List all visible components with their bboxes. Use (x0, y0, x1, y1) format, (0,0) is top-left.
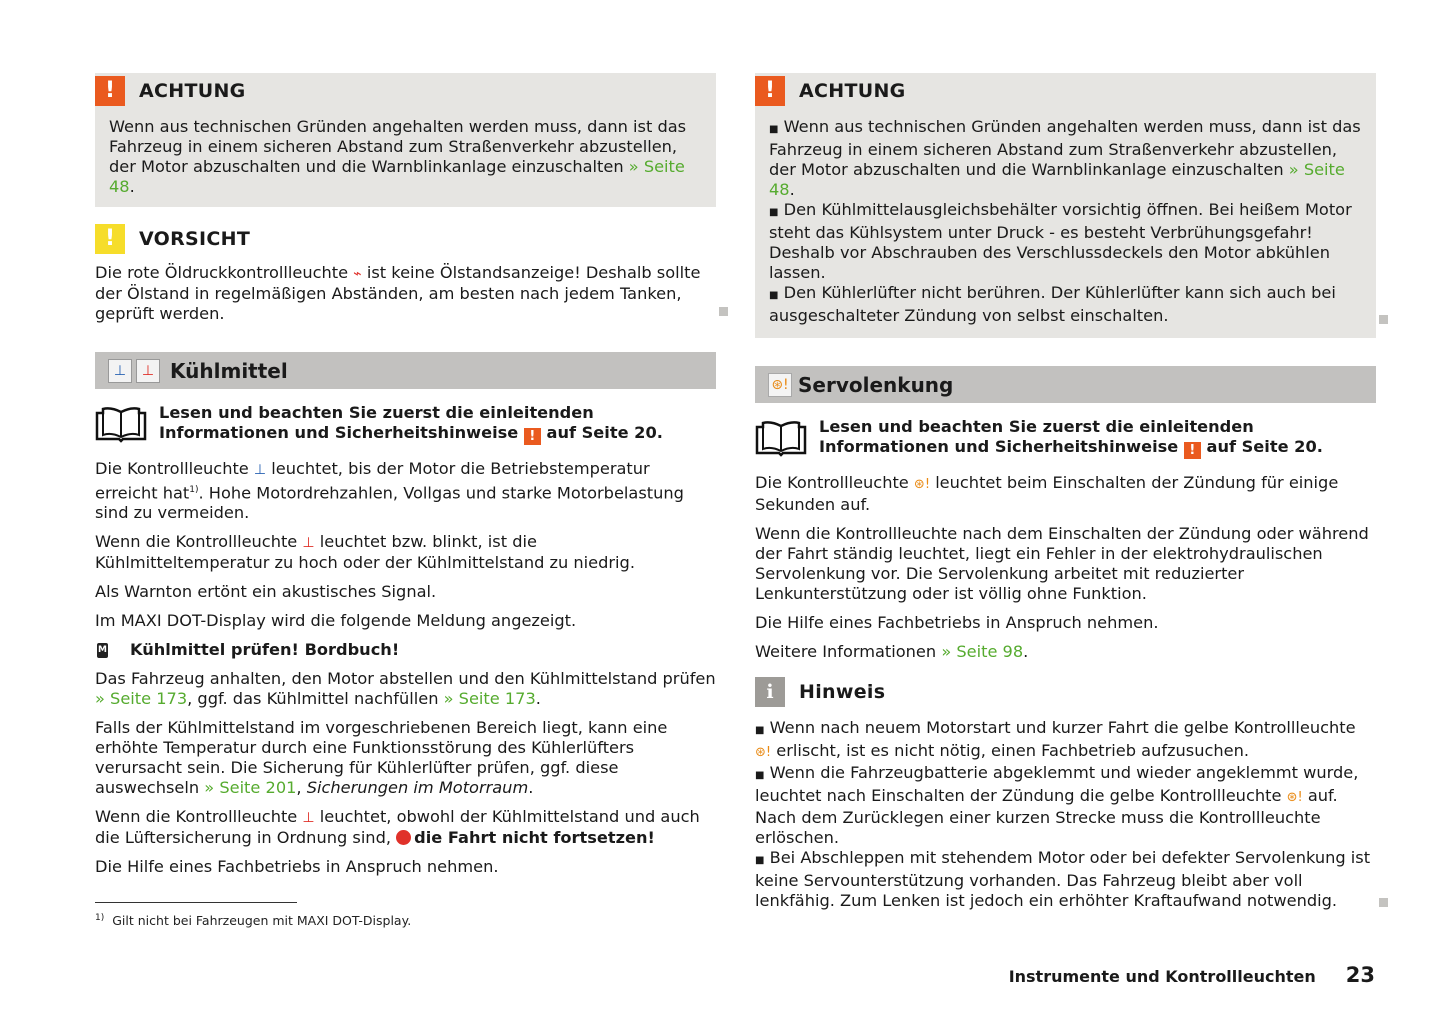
end-marker (719, 307, 728, 316)
read-first-b[interactable]: auf Seite 20. (1206, 437, 1323, 456)
info-icon (755, 677, 785, 707)
paragraph (755, 473, 1376, 515)
note-item2-b: auf. Nach dem Zurücklegen einer kurzen Strecke muss die Kontrollleuchte erlöschen. (755, 786, 1338, 847)
p1-c: . Hohe Motordrehzahlen, Vollgas und starke Motorbelastung sind zu vermeiden. (95, 483, 684, 523)
link-seite-173[interactable]: » Seite 173 (95, 689, 188, 709)
stop-icon (396, 830, 411, 845)
paragraph (95, 459, 716, 523)
footnote (95, 913, 411, 928)
info-symbol: i (766, 681, 774, 703)
p6-a: Falls der Kühlmittelstand im vorgeschriebenen Bereich liegt, kann eine erhöhte Temperatur durch eine Funktionsstörung des Kühlerlüfters verursacht sein. Die Sicherung für Kühlerlüfter prüfen, ggf. diese auswechseln (95, 718, 668, 798)
p1-a: Die Kontrollleuchte (95, 459, 249, 478)
coolant-red-inline-icon: ⊥ (302, 810, 315, 827)
oil-pressure-icon: ⌁ (353, 266, 362, 282)
warning-title: ACHTUNG (799, 80, 906, 102)
paragraph (755, 642, 1376, 662)
left-column (95, 73, 716, 886)
note-item (755, 763, 1376, 848)
note-item (755, 718, 1376, 763)
warning-link[interactable]: » Seite 48 (109, 157, 685, 196)
coolant-blue-icon: ⊥ (108, 359, 132, 383)
warning-body (769, 109, 1362, 326)
warning-item2: Den Kühlmittelausgleichsbehälter vorsichtig öffnen. Bei heißem Motor steht das Kühlsystem unter Druck - es besteht Verbrühungsgefahr! Deshalb vor Abschrauben des Verschlussdeckels den Motor abkühlen lassen. (769, 200, 1352, 282)
warning-header (95, 73, 702, 109)
warning-item (769, 117, 1362, 200)
read-first-note (95, 403, 716, 445)
warning-box (95, 73, 716, 207)
p4-b: . (1023, 642, 1029, 661)
end-marker (1379, 315, 1388, 324)
page-number: 23 (1345, 963, 1375, 987)
caution-text-b: ist keine Ölstandsanzeige! Deshalb sollte der Ölstand in regelmäßigen Abständen, am besten nach jedem Tanken, geprüft werden. (95, 263, 701, 323)
warning-item1-a: Wenn aus technischen Gründen angehalten werden muss, dann ist das Fahrzeug in einem sicheren Abstand zum Straßenverkehr abzustellen, der Motor abzuschalten und die Warnblinkanlage einzuschalten (769, 117, 1361, 179)
note-item1-a: Wenn nach neuem Motorstart und kurzer Fahrt die gelbe Kontrollleuchte (769, 718, 1356, 737)
warning-item1-b: . (789, 180, 795, 199)
section-header-kuehlmittel (95, 352, 716, 389)
right-column (755, 73, 1376, 911)
warning-symbol: ! (104, 78, 116, 103)
servo-inline-icon: ⊛! (1286, 790, 1303, 805)
footnote-mark: 1) (95, 913, 105, 923)
bullet: ■ (755, 855, 765, 866)
p6-c: . (528, 778, 534, 798)
manual-book-icon (95, 407, 147, 443)
p5-a: Das Fahrzeug anhalten, den Motor abstellen und den Kühlmittelstand prüfen (95, 669, 716, 689)
paragraph (95, 669, 716, 709)
p5-c: . (535, 689, 541, 709)
p2-a: Wenn die Kontrollleuchte (95, 532, 298, 552)
paragraph: Wenn die Kontrollleuchte nach dem Einschalten der Zündung oder während der Fahrt ständig leuchtet, liegt ein Fehler in der elektrohydraulischen Servolenkung vor. Die Servolenkung arbeitet mit reduzierter Lenkunterstützung oder ist völlig ohne Funktion. (755, 524, 1369, 603)
note-item3: Bei Abschleppen mit stehendem Motor oder bei defekter Servolenkung ist keine Servounterstützung vorhanden. Das Fahrzeug bleibt aber voll lenkfähig. Zum Lenken ist jedoch ein erhöhter Kraftaufwand notwendig. (755, 848, 1371, 910)
note-item2-a: Wenn die Fahrzeugbatterie abgeklemmt und wieder angeklemmt wurde, leuchtet nach Einschalten der Zündung die gelbe Kontrollleuchte (755, 763, 1359, 805)
link-seite-98[interactable]: » Seite 98 (941, 642, 1024, 661)
caution-header (95, 221, 716, 257)
p6-italic: Sicherungen im Motorraum (306, 778, 529, 798)
warning-symbol: ! (764, 78, 776, 103)
page-footer (1009, 963, 1375, 987)
note-body (755, 718, 1376, 911)
inline-warning-icon: ! (524, 428, 541, 445)
section-title: Kühlmittel (170, 358, 288, 383)
warning-suffix: . (129, 177, 135, 196)
footnote-ref[interactable]: 1) (189, 485, 199, 495)
manual-book-icon (755, 421, 807, 457)
inline-warning-icon: ! (1184, 442, 1201, 459)
caution-body (95, 263, 716, 324)
servo-inline-icon: ⊛! (913, 477, 931, 492)
servo-inline-icon: ⊛! (755, 745, 772, 760)
warning-item (769, 283, 1362, 326)
note-item1-b: erlischt, ist es nicht nötig, einen Fachbetrieb aufzusuchen. (776, 741, 1249, 760)
read-first-text (159, 403, 716, 445)
p1-b: leuchtet, bis der Motor die Betriebstemperatur erreicht hat (95, 459, 650, 503)
p2-b: leuchtet bzw. blinkt, ist die Kühlmitteltemperatur zu hoch oder der Kühlmittelstand zu niedrig. (95, 532, 635, 573)
bullet: ■ (769, 124, 779, 135)
servo-steering-icon: ⊛! (768, 373, 792, 397)
note-item (755, 848, 1376, 911)
warning-icon (755, 76, 785, 106)
read-first-a: Lesen und beachten Sie zuerst die einleitenden Informationen und Sicherheitshinweise (819, 417, 1254, 456)
bullet: ■ (755, 725, 765, 736)
paragraph (95, 532, 716, 573)
read-first-b[interactable]: auf Seite 20. (546, 423, 663, 442)
caution-symbol: ! (104, 226, 116, 251)
section-header-servolenkung (755, 366, 1376, 403)
warning-title: ACHTUNG (139, 80, 246, 102)
p4-a: Weitere Informationen (755, 642, 937, 661)
warning-box (755, 73, 1376, 338)
link-seite-201[interactable]: » Seite 201 (204, 778, 297, 798)
coolant-red-inline-icon: ⊥ (302, 535, 315, 552)
bullet: ■ (769, 290, 779, 301)
p1-b: leuchtet beim Einschalten der Zündung für einige Sekunden auf. (755, 473, 1339, 514)
warning-header (755, 73, 1362, 109)
warning-item3: Den Kühlerlüfter nicht berühren. Der Kühlerlüfter kann sich auch bei ausgeschalteter Zündung von selbst einschalten. (769, 283, 1336, 325)
paragraph (95, 807, 716, 848)
section-title: Servolenkung (798, 372, 954, 397)
p7-bold: die Fahrt nicht fortsetzen! (414, 828, 655, 848)
warning-text: Wenn aus technischen Gründen angehalten werden muss, dann ist das Fahrzeug in einem sicheren Abstand zum Straßenverkehr abzustellen, der Motor abzuschalten und die Warnblinkanlage einzuschalten (109, 117, 687, 176)
p1-a: Die Kontrollleuchte (755, 473, 909, 492)
link-seite-173-b[interactable]: » Seite 173 (443, 689, 536, 709)
maxi-dot-icon: M (97, 643, 108, 658)
paragraph: Die Hilfe eines Fachbetriebs in Anspruch nehmen. (95, 857, 499, 877)
paragraph (95, 718, 716, 798)
footnote-text: Gilt nicht bei Fahrzeugen mit MAXI DOT-Display. (112, 913, 412, 929)
caution-title: VORSICHT (139, 228, 251, 250)
read-first-note (755, 417, 1376, 459)
chapter-title: Instrumente und Kontrollleuchten (1008, 967, 1316, 986)
p7-b: leuchtet, obwohl der Kühlmittelstand und auch die Lüftersicherung in Ordnung sind, (95, 807, 700, 848)
read-first-text (819, 417, 1376, 459)
coolant-red-icon: ⊥ (136, 359, 160, 383)
warning-icon (95, 76, 125, 106)
bullet: ■ (769, 207, 779, 218)
coolant-blue-inline-icon: ⊥ (253, 462, 267, 478)
end-marker (1379, 898, 1388, 907)
maxi-dot-message (95, 640, 716, 660)
warning-item (769, 200, 1362, 283)
p5-b: , ggf. das Kühlmittel nachfüllen (187, 689, 439, 709)
footnote-rule (95, 902, 297, 903)
caution-text-a: Die rote Öldruckkontrollleuchte (95, 263, 349, 282)
warning-body (109, 109, 702, 197)
read-first-a: Lesen und beachten Sie zuerst die einleitenden Informationen und Sicherheitshinweise (159, 403, 594, 442)
note-title: Hinweis (799, 681, 886, 703)
p6-b: , (296, 778, 307, 798)
p7-a: Wenn die Kontrollleuchte (95, 807, 298, 827)
caution-icon (95, 224, 125, 254)
paragraph: Als Warnton ertönt ein akustisches Signal. (95, 582, 437, 602)
paragraph: Im MAXI DOT-Display wird die folgende Meldung angezeigt. (95, 611, 577, 631)
bullet: ■ (755, 770, 765, 781)
maxi-dot-text: Kühlmittel prüfen! Bordbuch! (130, 640, 400, 660)
note-header (755, 674, 1376, 710)
warning-link[interactable]: » Seite 48 (769, 160, 1345, 199)
paragraph: Die Hilfe eines Fachbetriebs in Anspruch nehmen. (755, 613, 1159, 632)
